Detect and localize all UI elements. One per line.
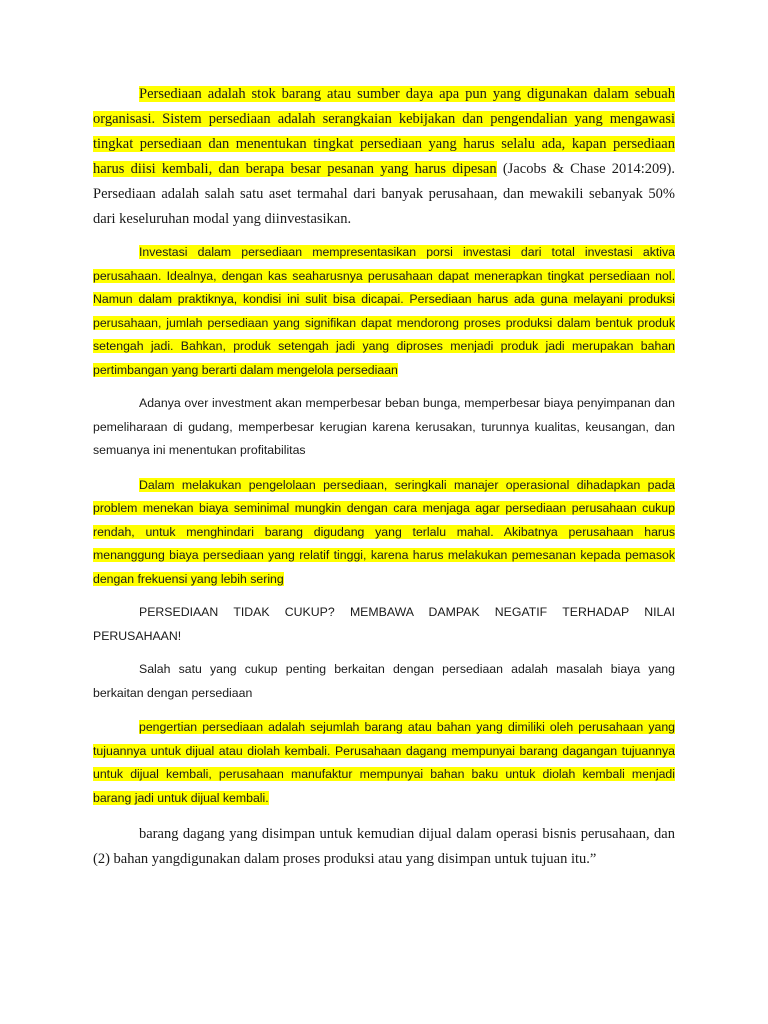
paragraph-inventory-meaning	[93, 716, 675, 810]
paragraph-inventory-cost	[93, 658, 675, 705]
highlighted-text: pengertian persediaan adalah sejumlah barang atau bahan yang dimiliki oleh perusahaan yang tujuannya untuk dijual atau diolah kembali. Perusahaan dagang mempunyai barang dagangan tujuannya untuk dijual kembali, perusahaan manufaktur mempunyai bahan baku untuk diolah kembali menjadi barang jadi untuk dijual kembali.	[93, 720, 675, 805]
heading-text: PERSEDIAAN TIDAK CUKUP? MEMBAWA DAMPAK NEGATIF TERHADAP NILAI PERUSAHAAN!	[93, 605, 675, 643]
document-page	[93, 82, 675, 872]
plain-text: Adanya over investment akan memperbesar beban bunga, memperbesar biaya penyimpanan dan pemeliharaan di gudang, memperbesar kerugian karena kerusakan, turunnya kualitas, keusangan, dan semuanya ini menentukan profitabilitas	[93, 396, 675, 457]
paragraph-inventory-investment	[93, 241, 675, 382]
paragraph-merchandise	[93, 822, 675, 872]
highlighted-text: Investasi dalam persediaan mempresentasikan porsi investasi dari total investasi aktiva perusahaan. Idealnya, dengan kas seaharusnya perusahaan dapat menerapkan tingkat persediaan nol. Namun dalam praktiknya, kondisi ini sulit bisa dicapai. Persediaan harus ada guna melayani produksi perusahaan, jumlah persediaan yang signifikan dapat mendorong proses produksi dalam bentuk produk setengah jadi. Bahkan, produk setengah jadi yang diproses menjadi produk jadi merupakan bahan pertimbangan yang berarti dalam mengelola persediaan	[93, 245, 675, 377]
paragraph-over-investment	[93, 392, 675, 463]
highlighted-text: Persediaan adalah stok barang atau sumber daya apa pun yang digunakan dalam sebuah organisasi. Sistem persediaan adalah serangkaian kebijakan dan pengendalian yang mengawasi tingkat persediaan dan menentukan tingkat persediaan yang harus selalu ada, kapan persediaan harus diisi kembali, dan berapa besar pesanan yang harus dipesan	[93, 86, 675, 177]
plain-text: Salah satu yang cukup penting berkaitan dengan persediaan adalah masalah biaya yang berkaitan dengan persediaan	[93, 662, 675, 700]
paragraph-inventory-definition	[93, 82, 675, 232]
highlighted-text: Dalam melakukan pengelolaan persediaan, seringkali manajer operasional dihadapkan pada problem menekan biaya seminimal mungkin dengan cara menjaga agar persediaan perusahaan cukup rendah, untuk menghindari barang digudang yang terlalu mahal. Akibatnya perusahaan harus menanggung biaya persediaan yang relatif tinggi, karena harus melakukan pemesanan kepada pemasok dengan frekuensi yang lebih sering	[93, 477, 675, 586]
section-heading	[93, 601, 675, 648]
plain-text: (Jacobs & Chase 2014:209). Persediaan adalah salah satu aset termahal dari banyak perusahaan, dan mewakili sebanyak 50% dari keseluruhan modal yang diinvestasikan.	[93, 161, 675, 227]
paragraph-inventory-management	[93, 474, 675, 592]
plain-text: barang dagang yang disimpan untuk kemudian dijual dalam operasi bisnis perusahaan, dan (2) bahan yangdigunakan dalam proses produksi atau yang disimpan untuk tujuan itu.”	[93, 826, 675, 867]
